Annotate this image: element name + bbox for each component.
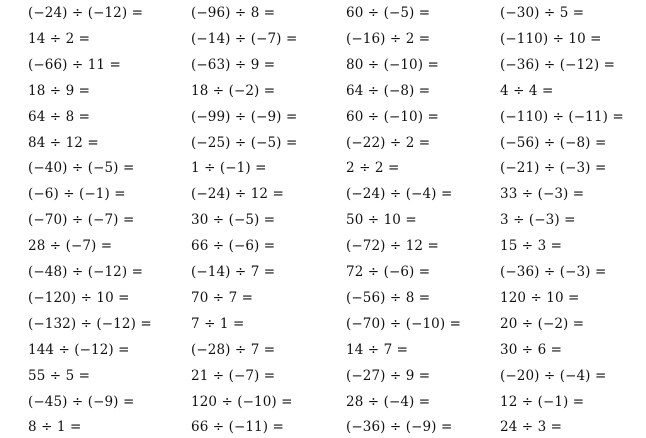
division-problem: 14 ÷ 7 = [346,341,409,358]
division-problem: (−56) ÷ (−8) = [500,134,607,151]
division-problem: 66 ÷ (−6) = [191,238,276,255]
division-problem: 1 ÷ (−1) = [191,160,267,177]
division-problem: (−14) ÷ (−7) = [191,30,298,47]
division-problem: (−45) ÷ (−9) = [28,393,135,410]
division-problem: 21 ÷ (−7) = [191,367,276,384]
division-problem: (−110) ÷ 10 = [500,30,602,47]
division-problem: (−24) ÷ (−12) = [28,5,144,21]
division-problem: 55 ÷ 5 = [28,367,91,384]
division-problem: 60 ÷ (−5) = [346,5,431,21]
division-problem: 24 ÷ 3 = [500,419,563,436]
division-problem: 28 ÷ (−4) = [346,393,431,410]
division-problem: 18 ÷ 9 = [28,82,91,99]
division-problem: (−36) ÷ (−3) = [500,264,607,280]
division-problem: 50 ÷ 10 = [346,212,417,229]
division-problem: (−56) ÷ 8 = [346,289,431,306]
division-problem: 30 ÷ (−5) = [191,212,276,229]
division-problem: 20 ÷ (−2) = [500,315,585,332]
division-problem: 18 ÷ (−2) = [191,82,276,99]
division-problem: 80 ÷ (−10) = [346,56,439,73]
division-problem: (−66) ÷ 11 = [28,56,121,73]
division-problem: 4 ÷ 4 = [500,82,554,99]
division-problem: 60 ÷ (−10) = [346,108,439,125]
division-problem: (−120) ÷ 10 = [28,289,130,306]
division-problem: (−132) ÷ (−12) = [28,315,152,332]
division-problem: (−16) ÷ 2 = [346,30,431,47]
division-problem: (−36) ÷ (−12) = [500,56,616,73]
division-problem: (−70) ÷ (−7) = [28,212,135,229]
division-problem: (−110) ÷ (−11) = [500,108,624,125]
division-problem: 15 ÷ 3 = [500,238,563,255]
division-problem: (−21) ÷ (−3) = [500,160,607,177]
division-problem: 66 ÷ (−11) = [191,419,284,436]
division-problem: 33 ÷ (−3) = [500,186,585,203]
division-problem: 2 ÷ 2 = [346,160,400,177]
division-problem: 70 ÷ 7 = [191,289,254,306]
division-problem: (−30) ÷ 5 = [500,5,585,21]
division-problem: 28 ÷ (−7) = [28,238,113,255]
division-problem: (−72) ÷ 12 = [346,238,439,255]
division-problem: (−28) ÷ 7 = [191,341,276,358]
division-problem: (−70) ÷ (−10) = [346,315,462,332]
division-problem: 120 ÷ (−10) = [191,393,293,410]
division-problem: 8 ÷ 1 = [28,419,82,436]
division-problem: 3 ÷ (−3) = [500,212,576,229]
division-problem: (−99) ÷ (−9) = [191,108,298,125]
division-problem: 64 ÷ 8 = [28,108,91,125]
division-problem: (−14) ÷ 7 = [191,264,276,280]
division-problem: 12 ÷ (−1) = [500,393,585,410]
division-problem: (−63) ÷ 9 = [191,56,276,73]
division-problem: (−96) ÷ 8 = [191,5,276,21]
division-problem: 64 ÷ (−8) = [346,82,431,99]
division-problem: 72 ÷ (−6) = [346,264,431,280]
division-problem: (−27) ÷ 9 = [346,367,431,384]
division-problem: (−22) ÷ 2 = [346,134,431,151]
division-problem: (−48) ÷ (−12) = [28,264,144,280]
division-problem: 30 ÷ 6 = [500,341,563,358]
division-problem: (−6) ÷ (−1) = [28,186,126,203]
division-problem: 7 ÷ 1 = [191,315,245,332]
division-problem: (−40) ÷ (−5) = [28,160,135,177]
division-problem: (−20) ÷ (−4) = [500,367,607,384]
division-problem: 144 ÷ (−12) = [28,341,130,358]
division-problem: 14 ÷ 2 = [28,30,91,47]
division-problem: 84 ÷ 12 = [28,134,99,151]
division-problem: (−24) ÷ 12 = [191,186,284,203]
division-problem: (−24) ÷ (−4) = [346,186,453,203]
division-problem: (−25) ÷ (−5) = [191,134,298,151]
division-problem: (−36) ÷ (−9) = [346,419,453,436]
division-problem: 120 ÷ 10 = [500,289,580,306]
